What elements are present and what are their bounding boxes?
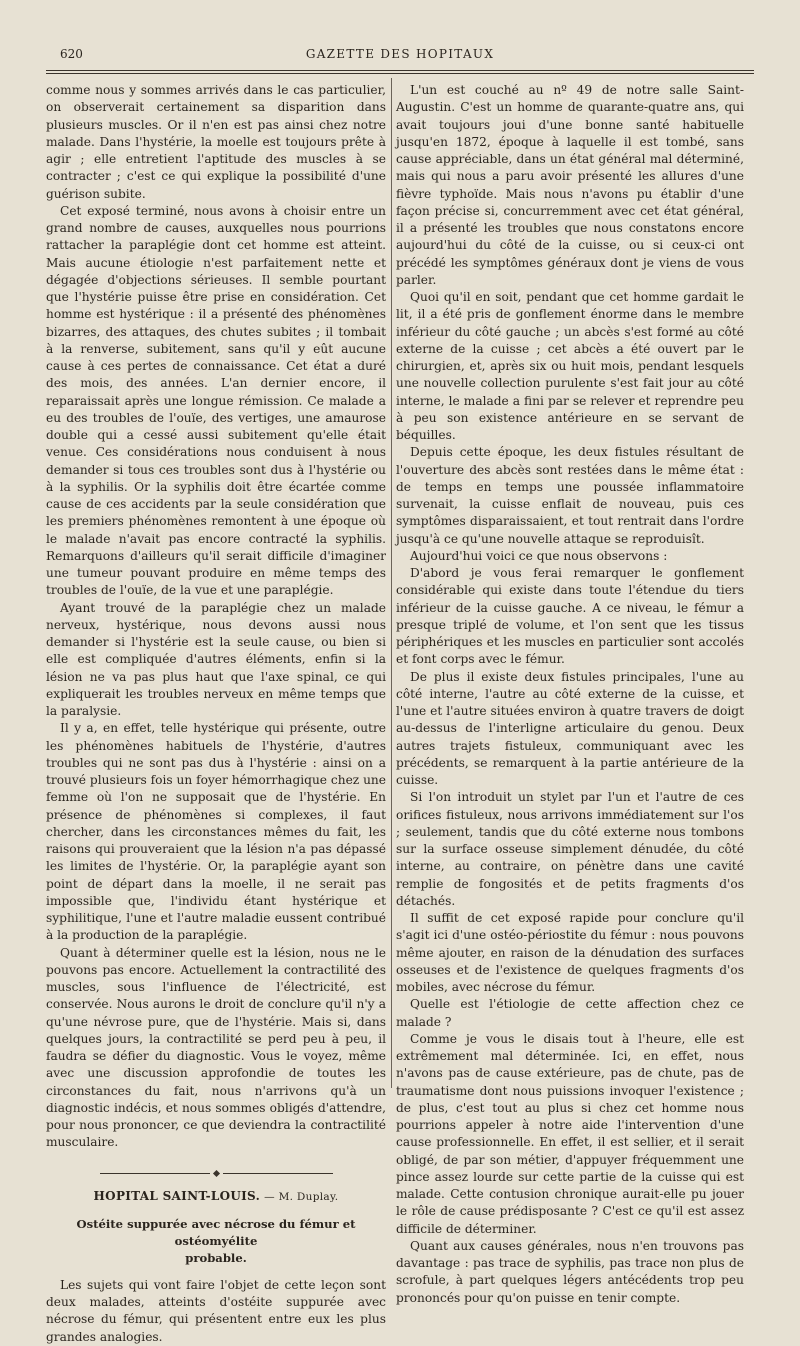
subtitle-line: Ostéite suppurée avec nécrose du fémur et ostéomyélite	[76, 1216, 356, 1248]
lecturer-name: — M. Duplay.	[264, 1190, 339, 1203]
right-column	[396, 82, 744, 1307]
paragraph: Quant aux causes générales, nous n'en trouvons pas davantage : pas trace de syphilis, pas trace non plus de scrofule, à part quelques légers antécédents trop peu prononcés pour qu'on puisse en tenir compte.	[396, 1238, 744, 1305]
paragraph: Ayant trouvé de la paraplégie chez un malade nerveux, hystérique, nous devons aussi nous demander si l'hystérie est la seule cause, ou bien si elle est compliquée d'autres éléments, enfin si la lésion ne va pas plus haut que l'axe spinal, ce qui expliquerait les troubles nerveux en même temps que la paralysie.	[46, 600, 386, 718]
paragraph: Il suffit de cet exposé rapide pour conclure qu'il s'agit ici d'une ostéo-périostite du fémur : nous pouvons même ajouter, en raison de la dénudation des surfaces osseuses et de l'existence de quelques fragments d'os mobiles, avec nécrose du fémur.	[396, 911, 744, 994]
section-ornament	[46, 1164, 386, 1170]
paragraph: Cet exposé terminé, nous avons à choisir entre un grand nombre de causes, auxquelles nous pourrions rattacher la paraplégie dont cet homme est atteint. Mais aucune étiologie n'est parfaitement nette et dégagée d'objections sérieuses. Il semble pourtant que l'hystérie puisse être prise en considération. Cet homme est hystérique : il a présenté des phénomènes bizarres, des attaques, des chutes subites ; il tombait à la renverse, subitement, sans qu'il y eût aucune cause à ces pertes de connaissance. Cet état a duré des mois, des années. L'an dernier encore, il reparaissait après une longue rémission. Ce malade a eu des troubles de l'ouïe, des vertiges, une amaurose double qui a cessé aussi subitement qu'elle était venue. Ces considérations nous conduisent à nous demander si tous ces troubles sont dus à l'hystérie ou à la syphilis. Or la syphilis doit être écartée comme cause de ces accidents par la seule considération que les premiers phénomènes remontent à une époque où le malade n'avait pas encore contracté la syphilis. Remarquons d'ailleurs qu'il serait difficile d'imaginer une tumeur pouvant produire en même temps des troubles de l'ouïe, de la vue et une paraplégie.	[46, 203, 386, 598]
header-rule-double	[46, 73, 754, 74]
paragraph: Depuis cette époque, les deux fistules résultant de l'ouverture des abcès sont restées dans le même état : de temps en temps une poussée inflammatoire survenait, la cuisse enflait de nouveau, puis ces symptômes disparaissaient, et tout rentrait dans l'ordre jusqu'à ce qu'une nouvelle attaque se reproduisît.	[396, 445, 744, 546]
header-rule	[46, 70, 754, 71]
paragraph: Les sujets qui vont faire l'objet de cette leçon sont deux malades, atteints d'ostéite suppurée avec nécrose du fémur, qui présentent entre eux les plus grandes analogies.	[46, 1277, 386, 1344]
paragraph: Il y a, en effet, telle hystérique qui présente, outre les phénomènes habituels de l'hystérie, d'autres troubles qui ne sont pas dus à l'hystérie : ainsi on a trouvé plusieurs fois un foyer hémorrhagique chez une femme où l'on ne supposait que de l'hystérie. En présence de phénomènes si complexes, il faut chercher, dans les circonstances mêmes du fait, les raisons qui prouveraient que la lésion n'a pas dépassé les limites de l'hystérie. Or, la paraplégie ayant son point de départ dans la moelle, il ne serait pas impossible que, l'individu étant hystérique et syphilitique, l'une et l'autre maladie eussent contribué à la production de la paraplégie.	[46, 721, 386, 943]
paragraph: Quelle est l'étiologie de cette affection chez ce malade ?	[396, 997, 744, 1029]
left-column	[46, 82, 386, 1346]
column-divider	[391, 78, 392, 1088]
paragraph: Quoi qu'il en soit, pendant que cet homme gardait le lit, il a été pris de gonflement énorme dans le membre inférieur du côté gauche ; un abcès s'est formé au côté externe de la cuisse ; cet abcès a été ouvert par le chirurgien, et, après six ou huit mois, pendant lesquels une nouvelle collection purulente s'est fait jour au côté interne, le malade a fini par se relever et reprendre peu à peu son existence antérieure en se servant de béquilles.	[396, 290, 744, 442]
paragraph: Quant à déterminer quelle est la lésion, nous ne le pouvons pas encore. Actuellement la contractilité des muscles, sous l'influence de l'électricité, est conservée. Nous aurons le droit de conclure qu'il n'y a qu'une névrose pure, que de l'hystérie. Mais si, dans quelques jours, la contractilité se perd peu à peu, il faudra se défier du diagnostic. Vous le voyez, même avec une discussion approfondie de toutes les circonstances du fait, nous n'arrivons qu'à un diagnostic indécis, et nous sommes obligés d'attendre, pour nous prononcer, ce que deviendra la contractilité musculaire.	[46, 945, 386, 1150]
page-number: 620	[60, 47, 83, 61]
paragraph: comme nous y sommes arrivés dans le cas particulier, on observerait certainement sa disparition dans plusieurs muscles. Or il n'en est pas ainsi chez notre malade. Dans l'hystérie, la moelle est toujours prête à agir ; elle entretient l'aptitude des muscles à se contracter ; c'est ce qui explique la possibilité d'une guérison subite.	[46, 83, 386, 201]
paragraph: D'abord je vous ferai remarquer le gonflement considérable qui existe dans toute l'étendue du tiers inférieur de la cuisse gauche. A ce niveau, le fémur a presque triplé de volume, et l'on sent que les tissus périphériques et les muscles en particulier sont accolés et font corps avec le fémur.	[396, 566, 744, 667]
paragraph: Comme je vous le disais tout à l'heure, elle est extrêmement mal déterminée. Ici, en effet, nous n'avons pas de cause extérieure, pas de chute, pas de traumatisme dont nous puissions invoquer l'existence ; de plus, c'est tout au plus si chez cet homme nous pourrions appeler à notre aide l'intervention d'une cause professionnelle. En effet, il est sellier, et il serait obligé, de par son métier, d'appuyer fréquemment une pince assez lourde sur cette partie de la cuisse qui est malade. Cette contusion chronique aurait-elle pu jouer le rôle de cause prédisposante ? C'est ce qu'il est assez difficile de déterminer.	[396, 1031, 744, 1236]
lecture-subtitle	[46, 1216, 386, 1267]
paragraph: L'un est couché au nº 49 de notre salle Saint-Augustin. C'est un homme de quarante-quatre ans, qui avait toujours joui d'une bonne santé habituelle jusqu'en 1872, époque à laquelle il est tombé, sans cause appréciable, dans un état général mal déterminé, mais qui nous a paru avoir présenté les allures d'une fièvre typhoïde. Mais nous n'avons pu établir d'une façon précise si, concurremment avec cet état général, il a présenté les troubles que nous constatons encore aujourd'hui du côté de la cuisse, ou si ceux-ci ont précédé les symptômes généraux dont je viens de vous parler.	[396, 83, 744, 287]
paragraph: Aujourd'hui voici ce que nous observons :	[410, 548, 668, 563]
paragraph: Si l'on introduit un stylet par l'un et l'autre de ces orifices fistuleux, nous arrivons immédiatement sur l'os ; seulement, tandis que du côté externe nous tombons sur la surface osseuse simplement dénudée, du côté interne, au contraire, on pénètre dans une cavité remplie de fongosités et de petits fragments d'os détachés.	[396, 790, 744, 908]
hospital-name: HOPITAL SAINT-LOUIS.	[93, 1188, 261, 1203]
journal-title: GAZETTE DES HOPITAUX	[305, 47, 495, 61]
section-heading	[46, 1188, 386, 1206]
page-header	[46, 44, 754, 64]
subtitle-line: probable.	[185, 1250, 247, 1265]
paragraph: De plus il existe deux fistules principales, l'une au côté interne, l'autre au côté externe de la cuisse, et l'une et l'autre situées environ à quatre travers de doigt au-dessus de l'interligne articulaire du genou. Deux autres trajets fistuleux, communiquant avec les précédents, se remarquent à la partie antérieure de la cuisse.	[396, 669, 744, 787]
